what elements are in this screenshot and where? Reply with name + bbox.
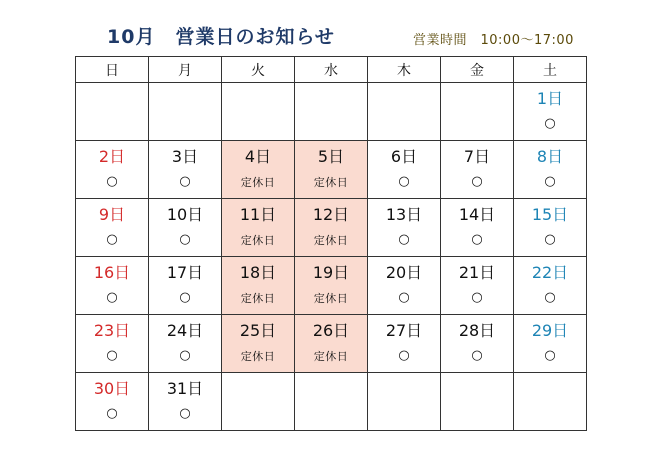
- day-number: 15日: [531, 205, 569, 224]
- open-mark: ○: [106, 348, 118, 363]
- day-number: 16日: [93, 263, 131, 282]
- calendar-empty-cell: [222, 373, 295, 431]
- open-mark: ○: [179, 232, 191, 247]
- day-number: 25日: [239, 321, 277, 340]
- day-number: 23日: [93, 321, 131, 340]
- calendar-day-cell: [514, 257, 587, 315]
- day-number: 27日: [385, 321, 423, 340]
- calendar-day-cell: [76, 257, 149, 315]
- calendar-week-row: [76, 199, 587, 257]
- closed-label: 定休日: [240, 234, 276, 247]
- calendar-day-cell: [149, 141, 222, 199]
- weekday-header-row: [76, 57, 587, 83]
- calendar-day-cell: [76, 141, 149, 199]
- calendar-day-cell: [295, 141, 368, 199]
- day-number: 28日: [458, 321, 496, 340]
- calendar-day-cell: [295, 315, 368, 373]
- day-number: 4日: [244, 147, 272, 166]
- calendar-empty-cell: [441, 373, 514, 431]
- day-number: 24日: [166, 321, 204, 340]
- calendar-empty-cell: [368, 83, 441, 141]
- closed-label: 定休日: [313, 350, 349, 363]
- calendar-week-row: [76, 315, 587, 373]
- closed-label: 定休日: [313, 176, 349, 189]
- open-mark: ○: [106, 174, 118, 189]
- day-number: 31日: [166, 379, 204, 398]
- calendar-day-cell: [441, 315, 514, 373]
- open-mark: ○: [398, 174, 410, 189]
- open-mark: ○: [398, 348, 410, 363]
- open-mark: ○: [106, 290, 118, 305]
- day-number: 7日: [463, 147, 491, 166]
- calendar-day-cell: [368, 141, 441, 199]
- calendar-table: [75, 56, 587, 431]
- weekday-saturday: 土: [514, 57, 587, 83]
- calendar-day-cell: [368, 199, 441, 257]
- calendar-day-cell: [441, 141, 514, 199]
- day-number: 17日: [166, 263, 204, 282]
- open-mark: ○: [471, 174, 483, 189]
- closed-label: 定休日: [240, 292, 276, 305]
- day-number: 30日: [93, 379, 131, 398]
- calendar-empty-cell: [514, 373, 587, 431]
- calendar-day-cell: [514, 141, 587, 199]
- calendar-empty-cell: [149, 83, 222, 141]
- open-mark: ○: [544, 174, 556, 189]
- closed-label: 定休日: [313, 292, 349, 305]
- calendar-day-cell: [76, 199, 149, 257]
- calendar-day-cell: [441, 199, 514, 257]
- open-mark: ○: [544, 232, 556, 247]
- day-number: 13日: [385, 205, 423, 224]
- calendar-day-cell: [441, 257, 514, 315]
- weekday-thursday: 木: [368, 57, 441, 83]
- day-number: 20日: [385, 263, 423, 282]
- business-hours: 営業時間 10:00～17:00: [413, 33, 574, 48]
- closed-label: 定休日: [240, 350, 276, 363]
- day-number: 2日: [98, 147, 126, 166]
- open-mark: ○: [179, 406, 191, 421]
- open-mark: ○: [544, 348, 556, 363]
- calendar-day-cell: [222, 257, 295, 315]
- day-number: 19日: [312, 263, 350, 282]
- day-number: 29日: [531, 321, 569, 340]
- day-number: 6日: [390, 147, 418, 166]
- calendar-day-cell: [149, 373, 222, 431]
- calendar-empty-cell: [368, 373, 441, 431]
- calendar-day-cell: [222, 141, 295, 199]
- open-mark: ○: [471, 290, 483, 305]
- calendar-day-cell: [222, 199, 295, 257]
- calendar-empty-cell: [295, 83, 368, 141]
- open-mark: ○: [544, 116, 556, 131]
- day-number: 11日: [239, 205, 277, 224]
- open-mark: ○: [544, 290, 556, 305]
- day-number: 21日: [458, 263, 496, 282]
- calendar-day-cell: [368, 257, 441, 315]
- closed-label: 定休日: [313, 234, 349, 247]
- calendar-title: 10月 営業日のお知らせ: [107, 26, 335, 48]
- calendar-week-row: [76, 373, 587, 431]
- calendar-day-cell: [368, 315, 441, 373]
- open-mark: ○: [398, 232, 410, 247]
- calendar-empty-cell: [441, 83, 514, 141]
- calendar-day-cell: [514, 83, 587, 141]
- open-mark: ○: [179, 290, 191, 305]
- open-mark: ○: [179, 348, 191, 363]
- calendar-week-row: [76, 141, 587, 199]
- calendar-day-cell: [149, 257, 222, 315]
- day-number: 12日: [312, 205, 350, 224]
- day-number: 1日: [536, 89, 564, 108]
- day-number: 8日: [536, 147, 564, 166]
- day-number: 5日: [317, 147, 345, 166]
- weekday-monday: 月: [149, 57, 222, 83]
- calendar-empty-cell: [222, 83, 295, 141]
- weekday-sunday: 日: [76, 57, 149, 83]
- open-mark: ○: [398, 290, 410, 305]
- open-mark: ○: [471, 232, 483, 247]
- day-number: 14日: [458, 205, 496, 224]
- open-mark: ○: [179, 174, 191, 189]
- calendar-week-row: [76, 83, 587, 141]
- calendar-empty-cell: [295, 373, 368, 431]
- weekday-friday: 金: [441, 57, 514, 83]
- day-number: 9日: [98, 205, 126, 224]
- open-mark: ○: [106, 406, 118, 421]
- calendar-week-row: [76, 257, 587, 315]
- day-number: 10日: [166, 205, 204, 224]
- calendar-day-cell: [295, 199, 368, 257]
- day-number: 26日: [312, 321, 350, 340]
- calendar-day-cell: [514, 315, 587, 373]
- calendar-day-cell: [76, 373, 149, 431]
- calendar-empty-cell: [76, 83, 149, 141]
- calendar-day-cell: [295, 257, 368, 315]
- day-number: 3日: [171, 147, 199, 166]
- calendar-day-cell: [76, 315, 149, 373]
- open-mark: ○: [106, 232, 118, 247]
- calendar-day-cell: [149, 315, 222, 373]
- calendar-day-cell: [514, 199, 587, 257]
- closed-label: 定休日: [240, 176, 276, 189]
- calendar-day-cell: [149, 199, 222, 257]
- calendar-body: [76, 83, 587, 431]
- day-number: 18日: [239, 263, 277, 282]
- open-mark: ○: [471, 348, 483, 363]
- day-number: 22日: [531, 263, 569, 282]
- weekday-tuesday: 火: [222, 57, 295, 83]
- calendar-day-cell: [222, 315, 295, 373]
- weekday-wednesday: 水: [295, 57, 368, 83]
